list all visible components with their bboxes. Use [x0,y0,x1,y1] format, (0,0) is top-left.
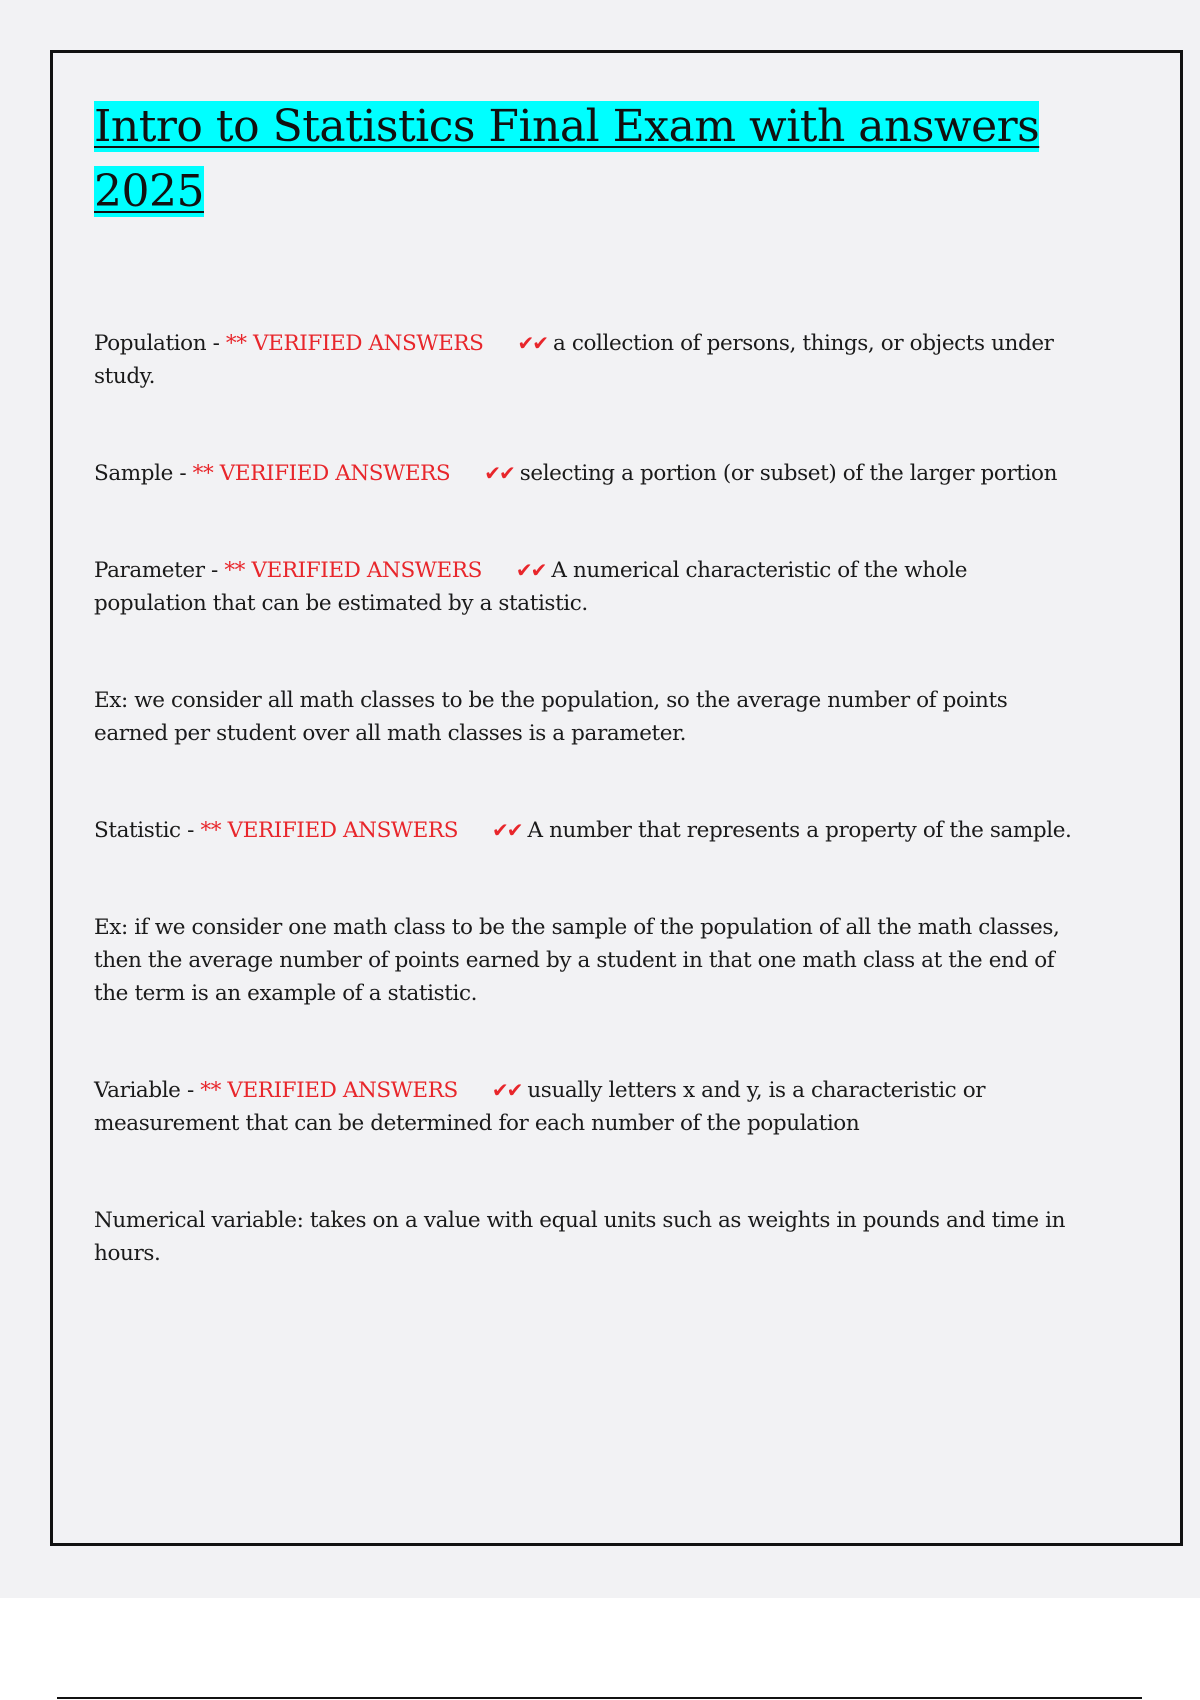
check-icon: ✔✔ [484,461,514,485]
entry-term: Statistic - [94,818,201,843]
title-line-1: Intro to Statistics Final Exam with answers [94,101,1040,152]
entry-term: Variable - [94,1078,201,1103]
entry-statistic-example: Ex: if we consider one math class to be the sample of the population of all the math classes, then the average number of points earned by a student in that one math class at the end of the term is an example of a statistic. [94,915,1060,1006]
entry-variable [94,1074,1084,1140]
entry-term: Sample - [94,461,193,486]
entry-definition: A number that represents a property of the sample. [527,818,1072,843]
title-line-2: 2025 [94,166,204,217]
document-content [94,94,1084,1270]
page-bottom-margin [0,1598,1200,1700]
check-icon: ✔✔ [517,331,547,355]
verified-label: ** VERIFIED ANSWERS [225,331,484,356]
entry-parameter-example: Ex: we consider all math classes to be the population, so the average number of points earned per student over all math classes is a parameter. [94,688,1008,746]
entry-numerical-variable: Numerical variable: takes on a value with equal units such as weights in pounds and time in hours. [94,1208,1066,1266]
entry-definition: selecting a portion (or subset) of the larger portion [519,461,1058,486]
entries-list [94,327,1084,1270]
entry-population [94,327,1084,393]
verified-label: ** VERIFIED ANSWERS [200,818,459,843]
entry-sample [94,457,1084,490]
document-title [94,94,1084,224]
entry-term: Population - [94,331,226,356]
footer-divider [57,1697,1142,1699]
check-icon: ✔✔ [515,558,546,582]
entry-definition: a collection of persons, things, or objects under study. [94,331,1054,389]
entry-parameter [94,554,1084,620]
check-icon: ✔✔ [492,818,522,842]
verified-label: ** VERIFIED ANSWERS [192,461,451,486]
verified-label: ** VERIFIED ANSWERS [224,558,482,583]
entry-term: Parameter - [94,558,225,583]
verified-label: ** VERIFIED ANSWERS [200,1078,458,1103]
entry-definition: usually letters x and y, is a characteristic or measurement that can be determined for each number of the population [94,1078,986,1136]
check-icon: ✔✔ [491,1078,522,1102]
entry-statistic [94,814,1084,847]
entry-definition: A numerical characteristic of the whole population that can be estimated by a statistic. [94,558,968,616]
